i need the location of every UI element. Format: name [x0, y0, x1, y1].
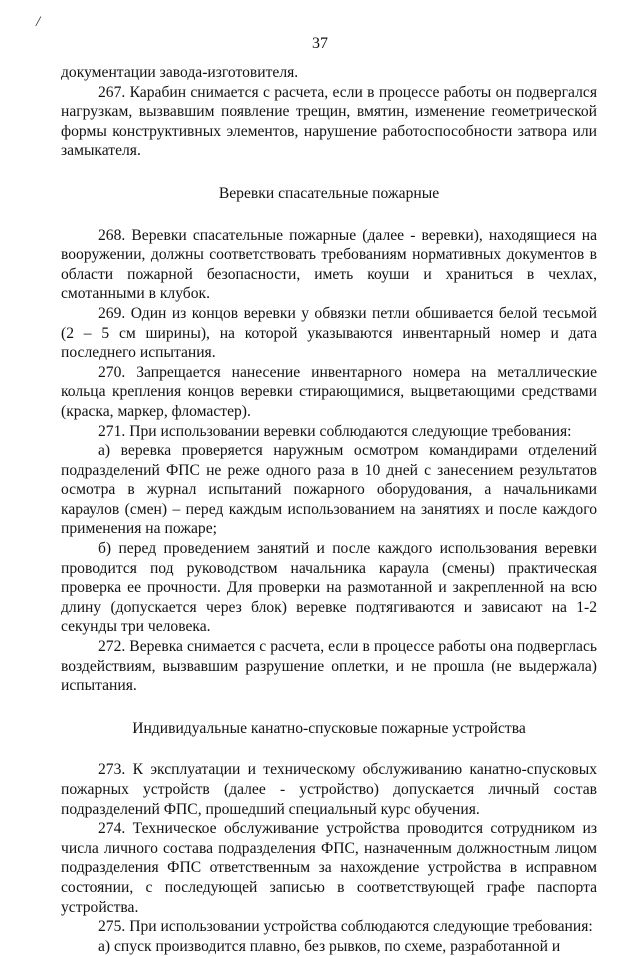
paragraph-273: 273. К эксплуатации и техническому обслуживанию канатно-спусковых пожарных устройств (далее - устройство) допускается личный состав подразделений ФПС, прошедший специальный курс обучения.	[61, 761, 597, 818]
paragraph-268: 268. Веревки спасательные пожарные (далее - веревки), находящиеся на вооружении, должны соответствовать требованиям нормативных документов в области пожарной безопасности, иметь коуши и храниться в чехлах, смотанными в клубок.	[61, 226, 597, 303]
document-body	[61, 63, 597, 956]
paragraph-271b: б) перед проведением занятий и после каждого использования веревки проводится под руководством начальника караула (смены) практическая проверка ее прочности. Для проверки на размотанной и закрепленной на всю длину (допускается через блок) веревке подтягиваются и зависают на 1-2 секунды три человека.	[61, 540, 597, 636]
paragraph-267: 267. Карабин снимается с расчета, если в процессе работы он подвергался нагрузкам, вызвавшим появление трещин, вмятин, изменение геометрической формы конструктивных элементов, нарушение работоспособности затвора или замыкателя.	[61, 83, 597, 160]
page-number: 37	[312, 35, 328, 52]
scan-mark: /	[36, 14, 41, 30]
paragraph-274: 274. Техническое обслуживание устройства проводится сотрудником из числа личного состава подразделения ФПС, назначенным должностным лицом подразделения ФПС ответственным за нахождение устройства в исправном состоянии, с последующей записью в соответствующей графе паспорта устройства.	[61, 820, 597, 916]
section-title-rescue-ropes: Веревки спасательные пожарные	[218, 184, 440, 202]
paragraph-270: 270. Запрещается нанесение инвентарного номера на металлические кольца крепления концов веревки стирающимися, выцветающими средствами (краска, маркер, фломастер).	[61, 363, 597, 420]
paragraph-271a: а) веревка проверяется наружным осмотром командирами отделений подразделений ФПС не реже одного раза в 10 дней с занесением результатов осмотра в журнал испытаний пожарного оборудования, а начальниками караулов (смен) – перед каждым использованием на занятиях и после каждого применения на пожаре;	[61, 442, 597, 538]
paragraph-275: 275. При использовании устройства соблюдаются следующие требования:	[98, 918, 593, 936]
paragraph-269: 269. Один из концов веревки у обвязки петли обшивается белой тесьмой (2 – 5 см ширины), на которой указываются инвентарный номер и дата последнего испытания.	[61, 304, 597, 362]
paragraph-271: 271. При использовании веревки соблюдаются следующие требования:	[98, 422, 572, 440]
paragraph-275a: а) спуск производится плавно, без рывков, по схеме, разработанной и	[98, 937, 561, 955]
paragraph-272: 272. Веревка снимается с расчета, если в процессе работы она подверглась воздействиям, вызвавшим разрушение оплетки, и не прошла (не выдержала) испытания.	[61, 638, 597, 695]
continuation-text: документации завода-изготовителя.	[61, 64, 299, 81]
section-title-descent-devices: Индивидуальные канатно-спусковые пожарные устройства	[132, 719, 526, 737]
